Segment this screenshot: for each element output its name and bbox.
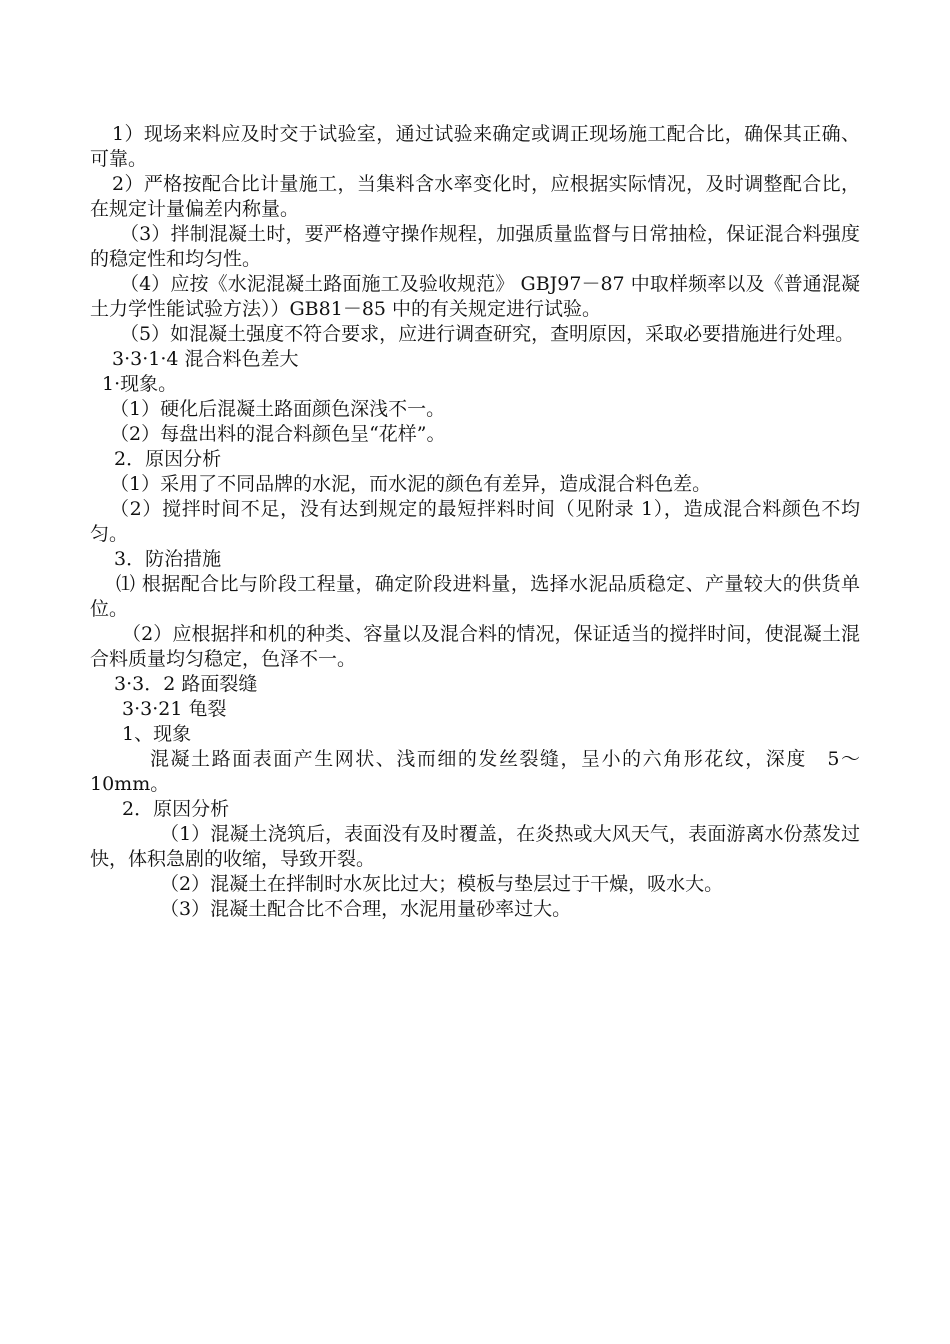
paragraph: （2）应根据拌和机的种类、容量以及混合料的情况，保证适当的搅拌时间，使混凝土混合料质量均匀稳定，色泽不一。 xyxy=(90,623,860,670)
paragraph: ⑴ 根据配合比与阶段工程量，确定阶段进料量，选择水泥品质稳定、产量较大的供货单位。 xyxy=(90,573,860,620)
paragraph: （1）混凝土浇筑后，表面没有及时覆盖，在炎热或大风天气，表面游离水份蒸发过快，体积急剧的收缩，导致开裂。 xyxy=(90,823,860,870)
paragraph: （1）采用了不同品牌的水泥，而水泥的颜色有差异，造成混合料色差。 xyxy=(110,473,712,495)
paragraph: （5）如混凝土强度不符合要求，应进行调查研究，查明原因，采取必要措施进行处理。 xyxy=(120,323,855,345)
paragraph: 1）现场来料应及时交于试验室，通过试验来确定或调正现场施工配合比，确保其正确、可靠。 xyxy=(90,123,860,170)
paragraph: 2）严格按配合比计量施工，当集料含水率变化时，应根据实际情况，及时调整配合比，在规定计量偏差内称量。 xyxy=(90,173,860,220)
section-heading: 3·3．2 路面裂缝 xyxy=(114,673,258,695)
subsection-heading: 2．原因分析 xyxy=(114,448,222,470)
subsection-heading: 1、现象 xyxy=(122,723,192,745)
paragraph: 混凝土路面表面产生网状、浅而细的发丝裂缝，呈小的六角形花纹，深度 5～ 10mm。 xyxy=(90,748,860,795)
paragraph: （2）混凝土在拌制时水灰比过大；模板与垫层过于干燥，吸水大。 xyxy=(160,873,724,895)
paragraph: （3）拌制混凝土时，要严格遵守操作规程，加强质量监督与日常抽检，保证混合料强度的稳定性和均匀性。 xyxy=(90,223,860,270)
subsection-heading: 1·现象。 xyxy=(102,373,178,395)
subsection-heading: 2．原因分析 xyxy=(122,798,230,820)
paragraph: （2）每盘出料的混合料颜色呈“花样”。 xyxy=(110,423,446,445)
subsection-heading: 3．防治措施 xyxy=(114,548,222,570)
paragraph: （3）混凝土配合比不合理，水泥用量砂率过大。 xyxy=(160,898,572,920)
paragraph: （4）应按《水泥混凝土路面施工及验收规范》 GBJ97－87 中取样频率以及《普通混凝土力学性能试验方法））GB81－85 中的有关规定进行试验。 xyxy=(90,273,860,320)
paragraph: （2）搅拌时间不足，没有达到规定的最短拌料时间（见附录 1），造成混合料颜色不均匀。 xyxy=(90,498,860,545)
paragraph: （1）硬化后混凝土路面颜色深浅不一。 xyxy=(110,398,446,420)
section-heading: 3·3·1·4 混合料色差大 xyxy=(112,348,299,370)
document-body xyxy=(90,122,860,922)
section-heading: 3·3·21 龟裂 xyxy=(122,698,227,720)
